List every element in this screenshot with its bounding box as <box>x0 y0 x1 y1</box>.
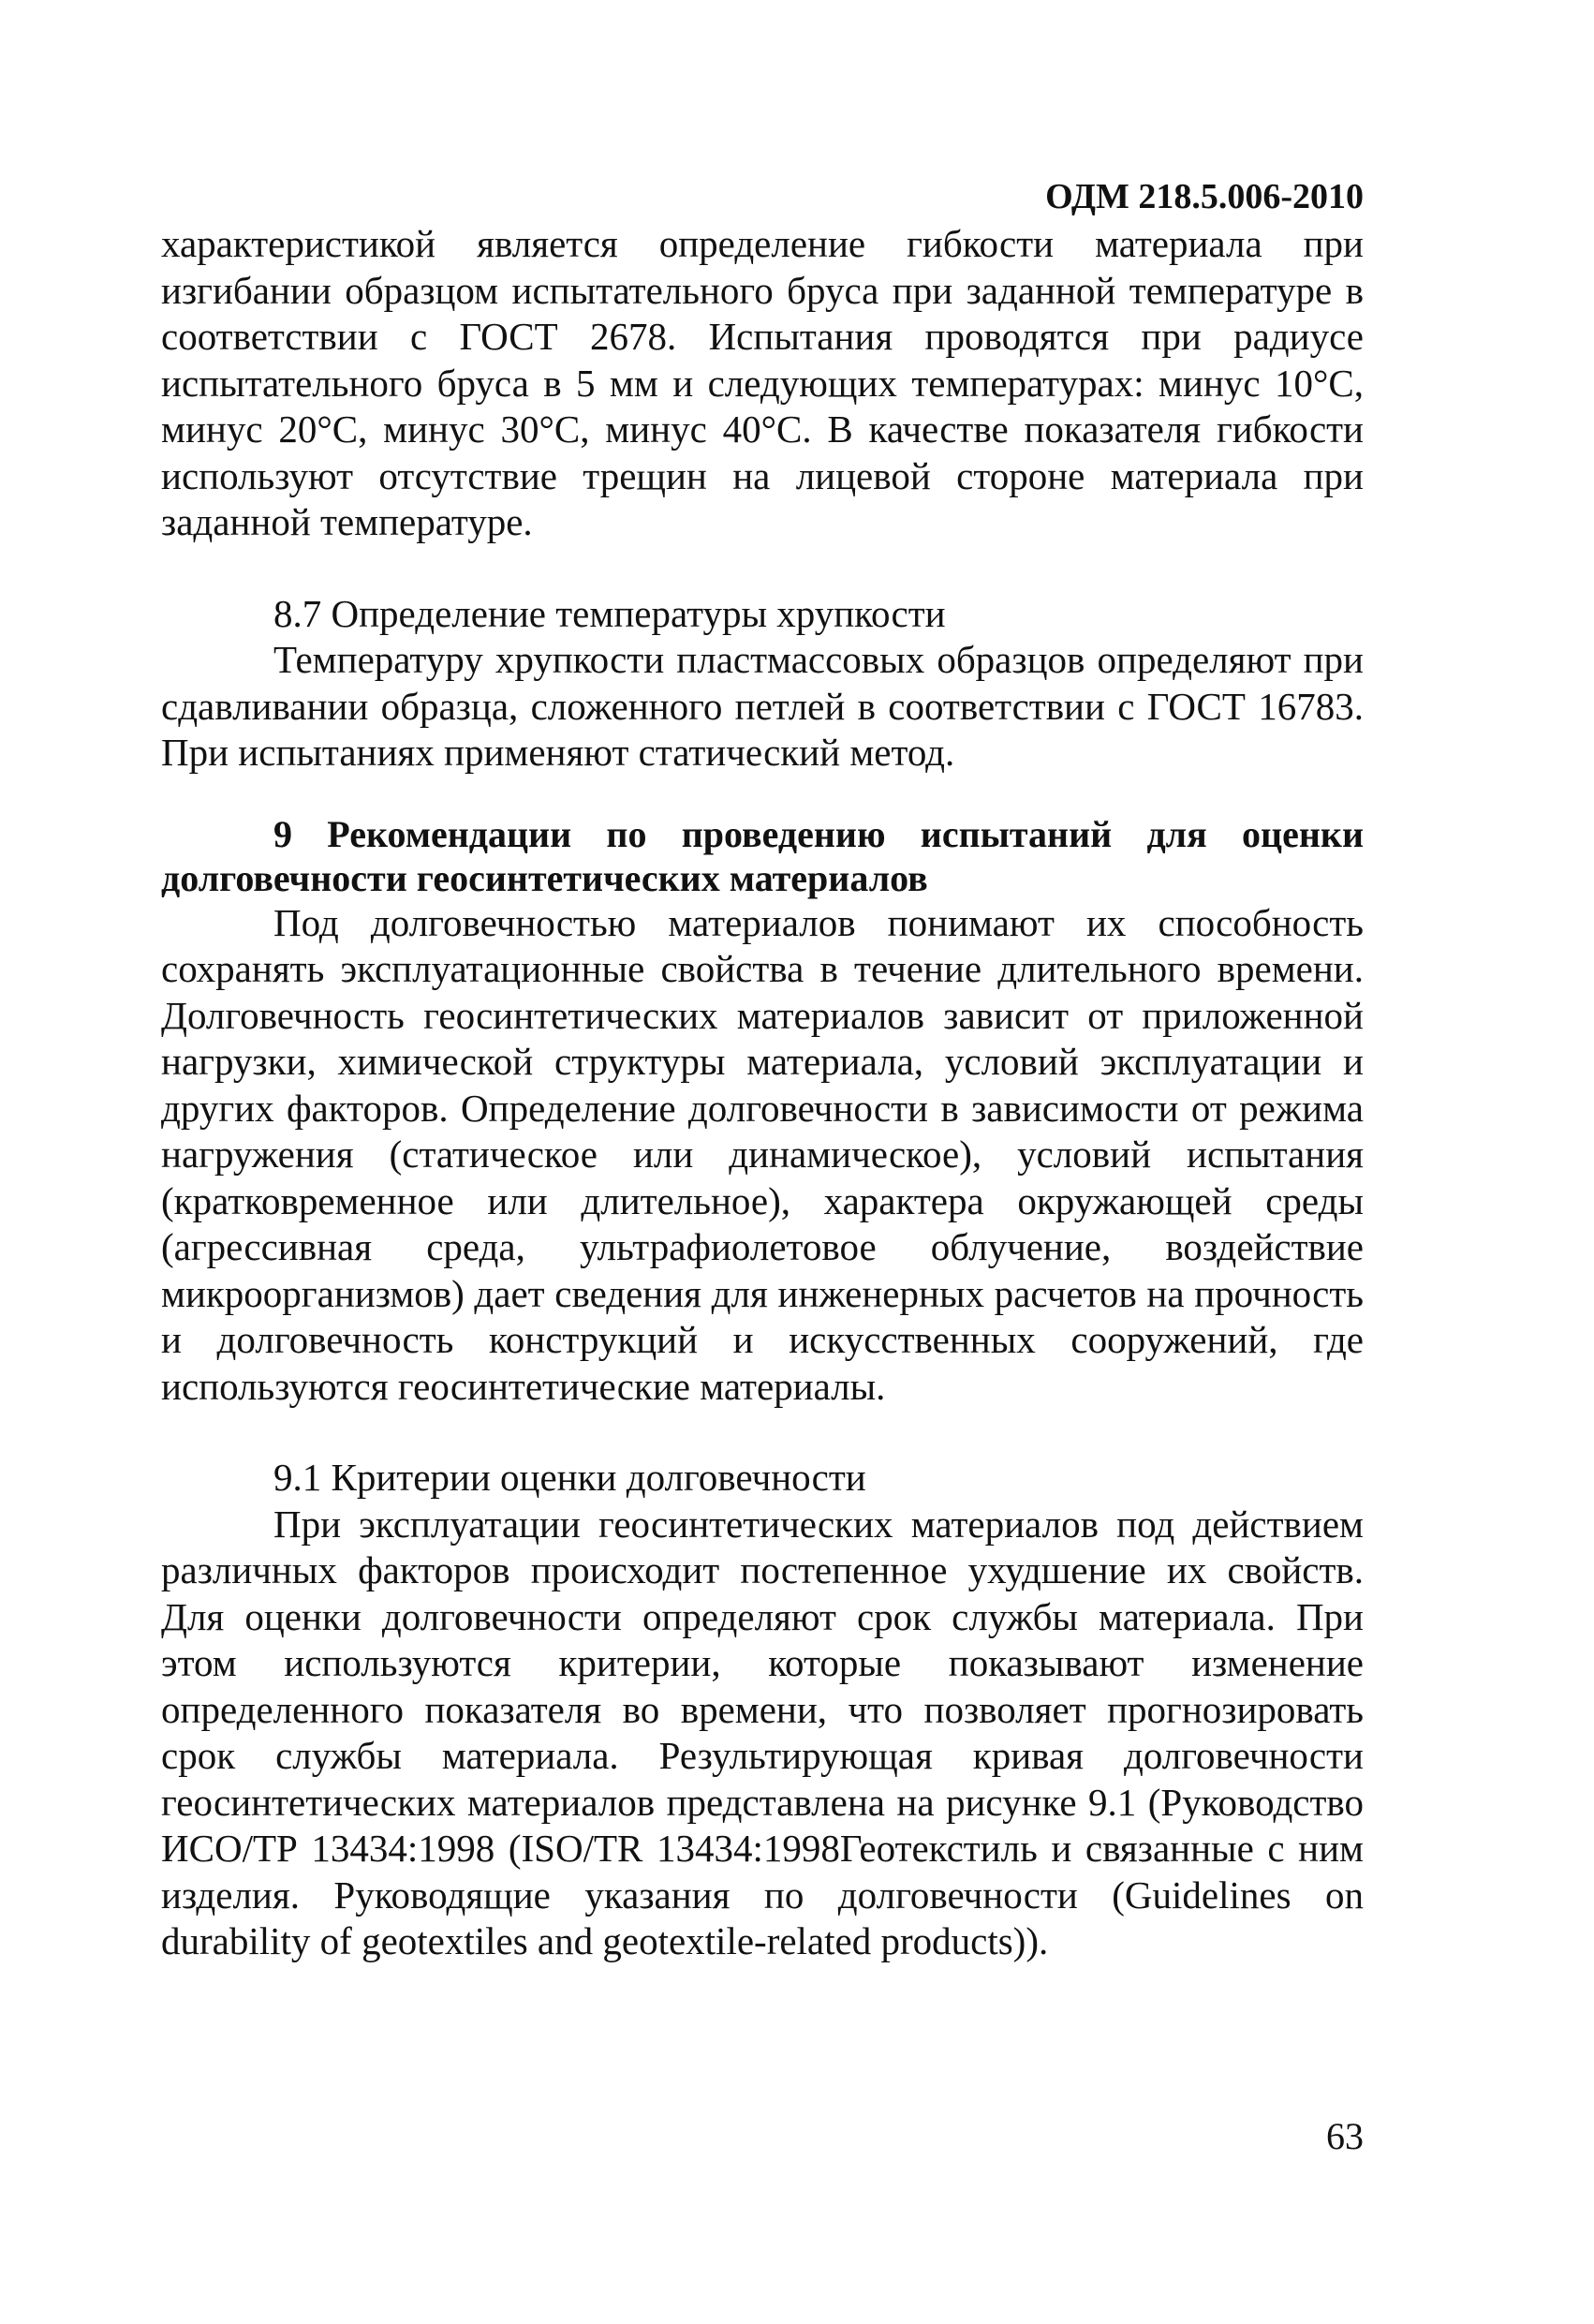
document-code: ОДМ 218.5.006-2010 <box>1045 177 1364 216</box>
page-number: 63 <box>1326 2115 1364 2157</box>
continued-paragraph: характеристикой является определение гибкости материала при изгибании образцом испытательного бруса при заданной температуре в соответствии с ГОСТ 2678. Испытания проводятся при радиусе испытательного бруса в 5 мм и следующих температурах: минус 10°С, минус 20°С, минус 30°С, минус 40°С. В качестве показателя гибкости используют отсутствие трещин на лицевой стороне материала при заданной температуре. <box>161 222 1364 543</box>
document-page <box>161 178 1364 1965</box>
spacer <box>161 546 1364 591</box>
spacer <box>161 777 1364 812</box>
section-9-paragraph: Под долговечностью материалов понимают их способность сохранять эксплуатационные свойства в течение длительного времени. Долговечность геосинтетических материалов зависит от приложенной нагрузки, химической структуры материала, условий эксплуатации и других факторов. Определение долговечности в зависимости от режима нагружения (статическое или динамическое), условий испытания (кратковременное или длительное), характера окружающей среды (агрессивная среда, ультрафиолетовое облучение, воздействие микроорганизмов) дает сведения для инженерных расчетов на прочность и долговечность конструкций и искусственных сооружений, где используются геосинтетические материалы. <box>161 900 1364 1408</box>
subsection-9-1-title: 9.1 Критерии оценки долговечности <box>273 1456 866 1499</box>
subsection-9-1-paragraph: При эксплуатации геосинтетических материалов под действием различных факторов происходит постепенное ухудшение их свойств. Для оценки долговечности определяют срок службы материала. При этом используются критерии, которые показывают изменение определенного показателя во времени, что позволяет прогнозировать срок службы материала. Результирующая кривая долговечности геосинтетических материалов представлена на рисунке 9.1 (Руководство ИСО/ТР 13434:1998 (ISO/TR 13434:1998Геотекстиль и связанные с ним изделия. Руководящие указания по долговечности (Guidelines on durability of geotextiles and geotextile-related products)). <box>161 1502 1364 1962</box>
section-9-title: 9 Рекомендации по проведению испытаний для оценки долговечности геосинтетических материалов <box>161 812 1364 899</box>
subsection-8-7-paragraph: Температуру хрупкости пластмассовых образцов определяют при сдавливании образца, сложенного петлей в соответствии с ГОСТ 16783. При испытаниях применяют статический метод. <box>161 638 1364 774</box>
spacer <box>161 1410 1364 1455</box>
subsection-8-7-title: 8.7 Определение температуры хрупкости <box>273 591 946 635</box>
